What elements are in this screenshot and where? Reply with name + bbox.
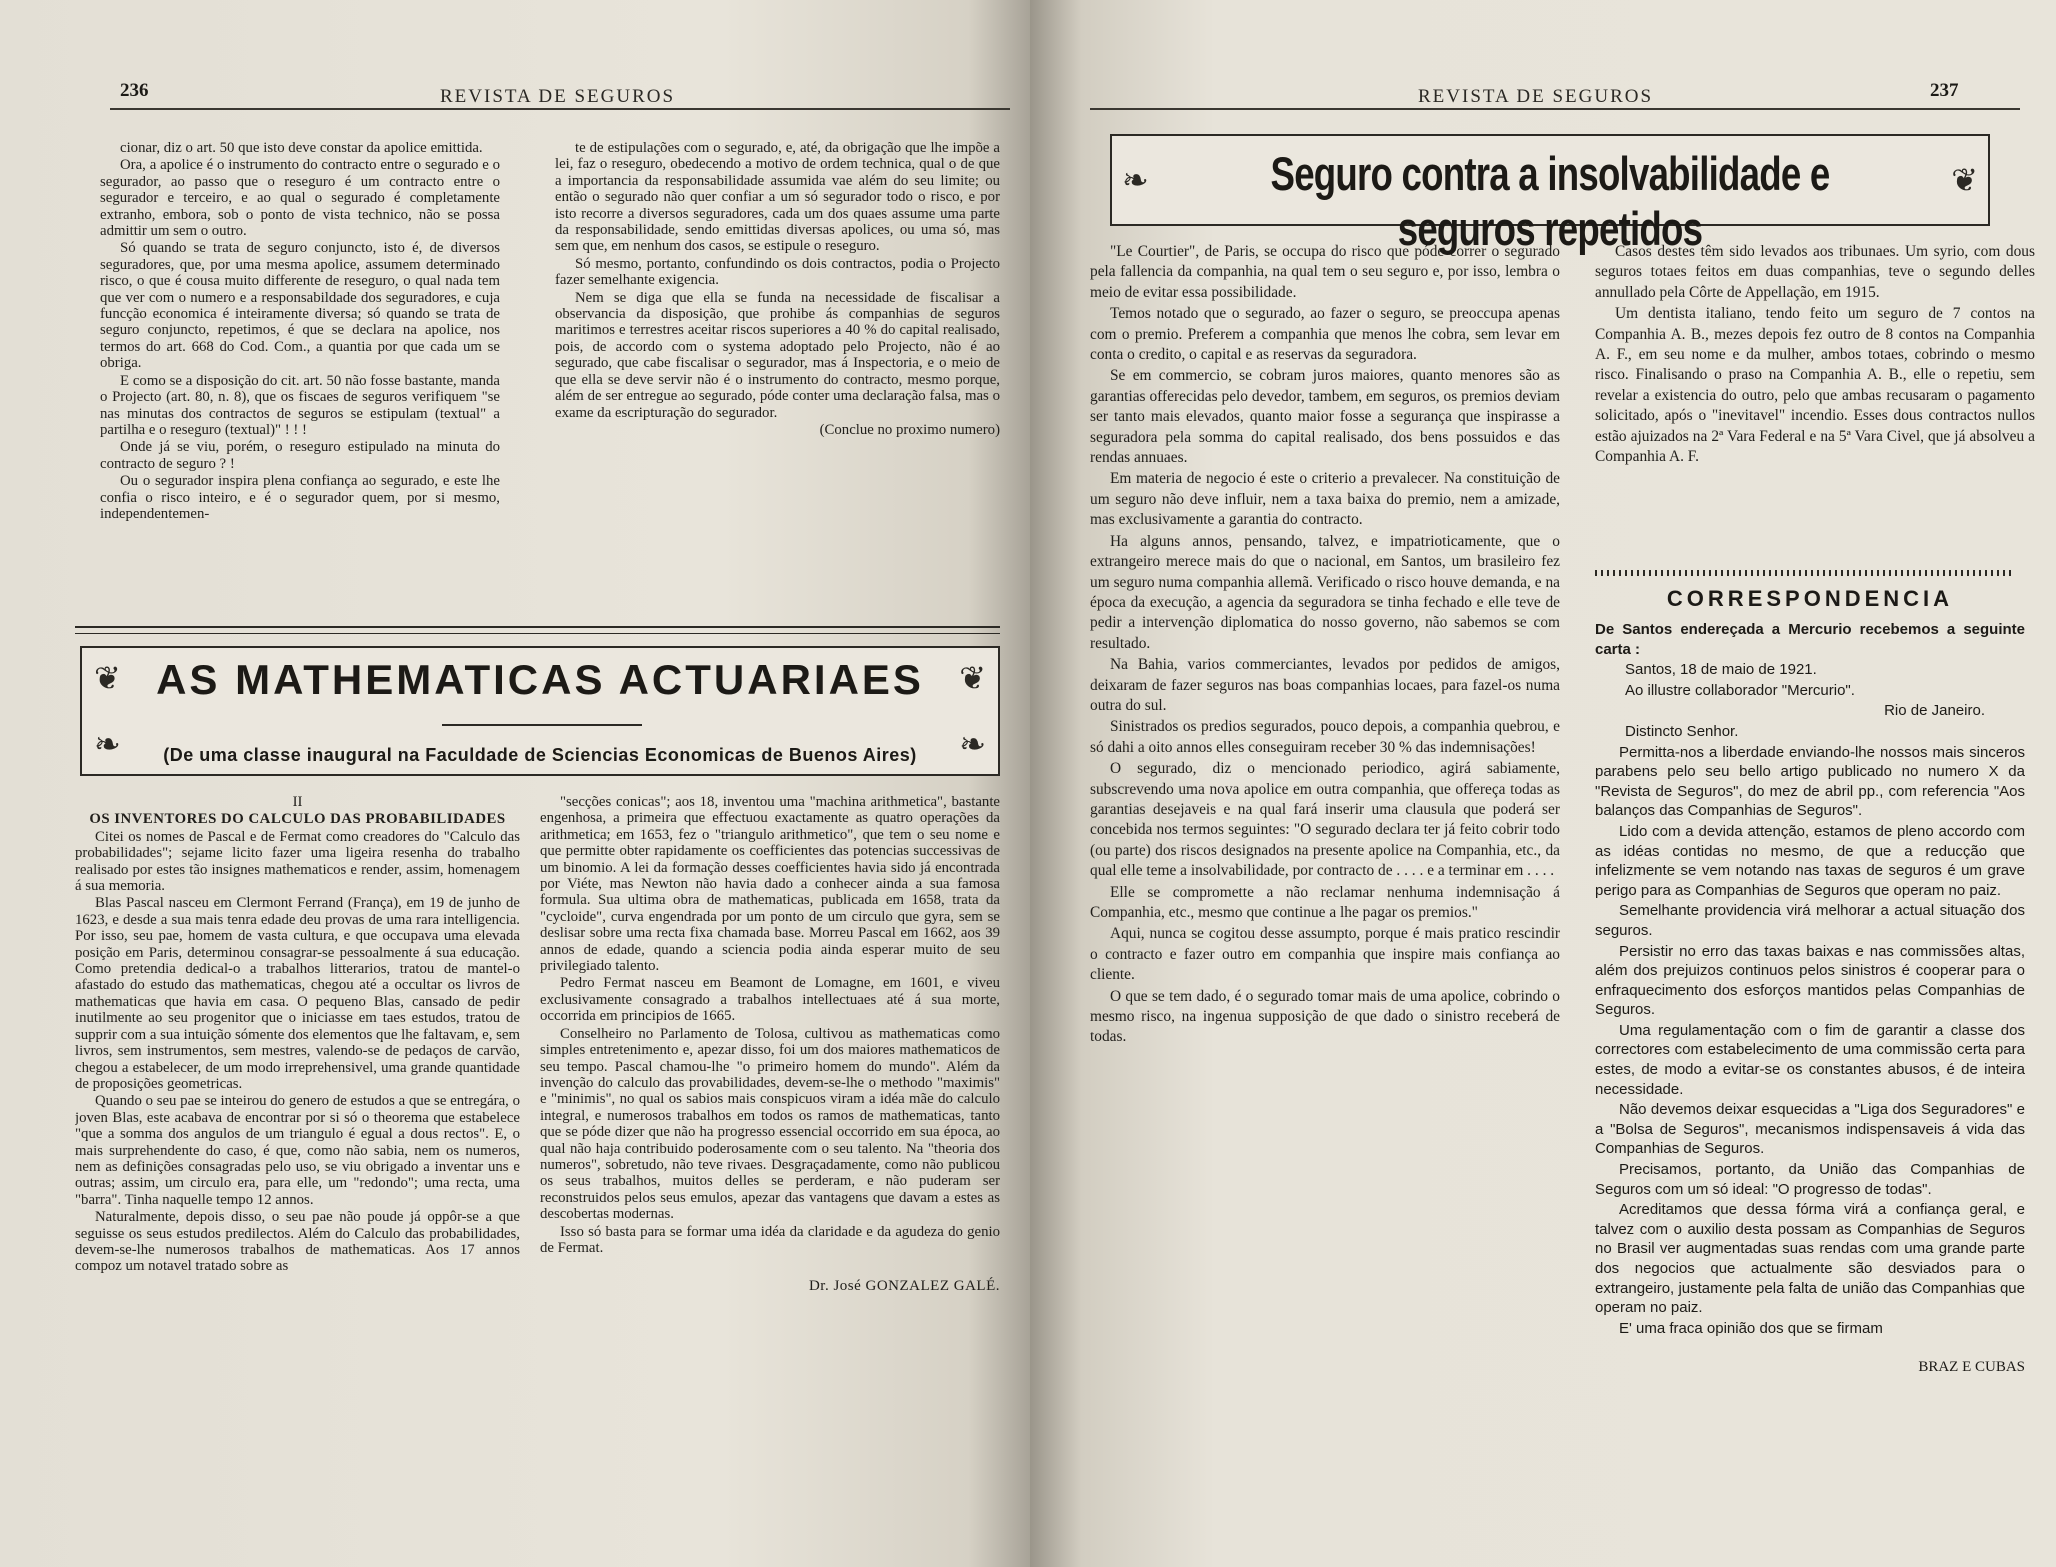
paragraph: (Conclue no proximo numero) — [819, 421, 1000, 438]
section-number: II — [292, 794, 303, 810]
paragraph: Só quando se trata de seguro conjuncto, isto é, de diversos seguradores, que, por uma mesma apolice, assumem determinado risco, o que é cousa muito differente de reseguro, o qual nada tem que ver com o numero e a responsabildade dos seguradores, e cuja funcção economica é inteiramente diversa; só quando se trata de seguro conjuncto, repetimos, é que se declara na apolice, nos termos do art. 668 do Cod. Com., a quantia por que cada um se obriga. — [100, 240, 500, 372]
paragraph: Um dentista italiano, tendo feito um seguro de 7 contos na Companhia A. B., mezes depois fez outro de 8 contos na Companhia A. F., em seu nome e da mulher, ambos totaes, cobrindo o mesmo risco. Finalisando o praso na Companhia A. B., elle o repetiu, sem revelar a existencia do outro, pelo que ambas recusaram o pagamento solicitado, após o "inevitavel" incendio. Esses dous contractos nullos estão ajuizados na 2ª Vara Federal e na 5ª Vara Civel, que já absolveu a Companhia A. F. — [1595, 305, 2035, 466]
paragraph: Semelhante providencia virá melhorar a actual situação dos seguros. — [1595, 902, 2025, 939]
math-article-banner — [80, 646, 1000, 776]
running-head: REVISTA DE SEGUROS — [1418, 86, 1654, 107]
paragraph: Blas Pascal nasceu em Clermont Ferrand (França), em 19 de junho de 1623, e desde a sua mais tenra edade deu provas de uma rara intelligencia. Por isso, seu pae, homem de vasta cultura, e que occupava uma elevada posição em Paris, determinou consagrar-se pessoalmente á sua educação. Como pretendia dedical-o a trabalhos litterarios, tratou de mantel-o afastado do estudo das mathematicas, chegou até a occultar os livros de mathematicas que havia em casa. O pequeno Blas, cansado de pedir inutilmente ao seu progenitor que o iniciasse em taes estudos, tratou de supprir com a sua intuição sómente dos elementos que lhe faltavam, e, sem livros, sem instrumentos, sem mestres, valendo-se de pedaços de carvão, chegou a estabelecer, de um modo irreprehensivel, uma grande quantidade de proposições geometricas. — [75, 895, 520, 1092]
paragraph: Isso só basta para se formar uma idéa da claridade e da agudeza do genio de Fermat. — [540, 1223, 1000, 1256]
letter-signature: BRAZ E CUBAS — [1918, 1359, 2025, 1376]
article-title: AS MATHEMATICAS ACTUARIAES — [156, 656, 924, 703]
author-signature: Dr. José GONZALEZ GALÉ. — [808, 1278, 1000, 1295]
dotted-divider — [1595, 570, 2015, 576]
article-column-continued-left — [100, 140, 500, 610]
letter-recipient: Ao illustre collaborador "Mercurio". — [1625, 681, 1855, 699]
paragraph: O segurado, diz o mencionado periodico, agirá sabiamente, subscrevendo uma nova apolice em outra companhia, que offereça todas as garantias desejaveis e na qual fará inserir uma clausula que poderá ser concebida nos termos seguintes: "O segurado declara ter já feito cobrir todo (ou parte) dos riscos designados na presente apolice na Companhia, etc., da qual elle teme a insolvabilidade, por contracto de . . . . e a terminar em . . . . — [1090, 760, 1560, 880]
ornament-icon: ❧ — [94, 725, 121, 763]
paragraph: Quando o seu pae se inteirou do genero de estudos a que se entregára, o joven Blas, este acabava de encontrar por si só o theorema que estabelece "que a somma dos angulos de um triangulo é egual a dous rectos". E, o mais surprehendente do caso, é que, como não sabia, nem os numeros, nem as definições consagradas pelo uso, se viu obrigado a inventar uns e outras; assim, um circulo era, para elle, um "redondo"; uma recta, uma "barra". Tinha naquelle tempo 12 annos. — [75, 1093, 520, 1208]
paragraph: Naturalmente, depois disso, o seu pae não poude já oppôr-se a que seguisse os seus estudos predilectos. Além do Calculo das probabilidades, devem-se-lhe numerosos trabalhos de mathematicas. Aos 17 annos compoz um notavel tratado sobre as — [75, 1209, 520, 1275]
paragraph: Não devemos deixar esquecidas a "Liga dos Seguradores" e a "Bolsa de Seguros", mecanismos indispensaveis á vida das Companhias de Seguros. — [1595, 1101, 2025, 1158]
paragraph: Elle se compromette a não reclamar nenhuma indemnisação á Companhia, etc., mesmo que continue a lhe pagar os premios." — [1090, 883, 1560, 921]
letter-date: Santos, 18 de maio de 1921. — [1625, 661, 1817, 679]
paragraph: Lido com a devida attenção, estamos de pleno accordo com as idéas contidas no mesmo, de que a reducção que infelizmente se vem notando nas taxas de seguros é um grave perigo para as Companhias de Seguros que operam no paiz. — [1595, 822, 2025, 899]
ornament-icon: ❧ — [1122, 161, 1149, 199]
paragraph: Ora, a apolice é o instrumento do contracto entre o segurado e o segurador, ao passo que o reseguro é um contracto entre o segurador e terceiro, e ao qual o segurado é completamente extranho, embora, sob o ponto de vista technico, não se possa admittir um sem o outro. — [100, 157, 500, 240]
paragraph: Só mesmo, portanto, confundindo os dois contractos, podia o Projecto fazer semelhante exigencia. — [555, 255, 1000, 289]
paragraph: te de estipulações com o segurado, e, até, da obrigação que lhe impõe a lei, faz o reseguro, obedecendo a motivo de ordem technica, qual o de que a importancia da responsabilidade assumida vae além do seu limite; ou então o segurado não quer confiar a um só segurador todo o risco, e por isto recorre a diversos seguradores, cada um dos quaes assume uma parte da responsabilidade, sendo emittidas diversas apolices, ou uma só, mas sem que, em nenhum dos casos, se estipule o reseguro. — [555, 140, 1000, 255]
ornament-icon: ❦ — [94, 659, 121, 697]
paragraph: Ha alguns annos, pensando, talvez, e impatrioticamente, que o extrangeiro merece mais do que o nacional, em Santos, um brasileiro fez um seguro numa companhia allemã. Verificado o risco houve demanda, e na época da execução, a agencia da seguradora se tinha fechado e elle teve de pedir a intervenção diplomatica do nosso governo, não sabemos se com resultado. — [1090, 532, 1560, 652]
header-rule — [1090, 108, 2020, 110]
paragraph: Aqui, nunca se cogitou desse assumpto, porque é mais pratico rescindir o contracto e fazer outro em companhia que inspire mais confiança ao cliente. — [1090, 925, 1560, 984]
paragraph: Conselheiro no Parlamento de Tolosa, cultivou as mathematicas como simples entretenimento e, apezar disso, foi um dos maiores mathematicos de seu tempo. Pascal chamou-lhe "o primeiro homem do mundo". Além da invenção do calculo das provabilidades, devem-se-lhe o methodo "maximis" e "minimis", no qual os sabios mais conspicuos viram a idéa mãe do calculo integral, e numerosos trabalhos em todos os ramos de mathematicas, tanto que se póde dizer que não ha progresso essencial occorrido em sua época, ao qual não haja contribuido poderosamente com o seu talento. Na "theoria dos numeros", sobretudo, não teve rivaes. Desgraçadamente, como não publicou os seus trabalhos, muitos delles se perderam, e não puderam ser reconstruidos pelos seus emulos, apezar das vantagens que davam a estes as descobertas modernas. — [540, 1025, 1000, 1223]
seguro-article-column-2 — [1595, 242, 2035, 562]
paragraph: cionar, diz o art. 50 que isto deve constar da apolice emittida. — [120, 140, 483, 156]
right-page — [1030, 0, 2056, 1567]
page-number: 236 — [120, 80, 149, 101]
section-heading: OS INVENTORES DO CALCULO DAS PROBABILIDADES — [89, 811, 506, 828]
letter-place: Rio de Janeiro. — [1884, 702, 1985, 720]
paragraph: Uma regulamentação com o fim de garantir a classe dos correctores com estabelecimento de uma commissão certa para estes, de modo a evitar-se os constantes abusos, é de inteira necessidade. — [1595, 1021, 2025, 1098]
paragraph: E como se a disposição do cit. art. 50 não fosse bastante, manda o Projecto (art. 80, n. 8), que os fiscaes de seguros verifiquem "se nas minutas dos contractos de seguros se estipulam (textual" a partilha e o reseguro (textual)" ! ! ! — [100, 372, 500, 438]
paragraph: Na Bahia, varios commerciantes, levados por pedidos de amigos, deixaram de fazer seguros nas boas companhias locaes, para fazel-os numa outra do sul. — [1090, 656, 1560, 714]
paragraph: Pedro Fermat nasceu em Beamont de Lomagne, em 1601, e viveu exclusivamente consagrado a trabalhos intellectuaes até á sua morte, occorrida em principios de 1665. — [540, 975, 1000, 1025]
paragraph: "secções conicas"; aos 18, inventou uma "machina arithmetica", bastante engenhosa, a primeira que effectuou exactamente as quatro operações da arithmetica; em 1653, fez o "triangulo arithmetico", que tem o seu nome e que permitte obter rapidamente os coefficientes das potencias successivas de um binomio. A lei da formação desses coefficientes havia sido já encontrada por Viéte, mas Newton não havia dado a conhecer ainda a sua famosa formula. Sua ultima obra de mathematicas, publicada em 1658, trata da "cycloide", curva engendrada por um ponto de um circulo que gyra, sem se deslisar sobre uma recta fixa chamada base. Morreu Pascal em 1662, aos 39 annos de edade, quando a sciencia podia ainda esperar muito de seu privilegiado talento. — [540, 794, 1000, 975]
math-article-column-2 — [540, 794, 1000, 1554]
paragraph: Acreditamos que dessa fórma virá a confiança geral, e talvez com o auxilio desta possam as Companhias de Seguros no Brasil ver augmentadas suas rendas com uma grande parte dos negocios que actualmente são desviados para o extrangeiro, justamente pela falta de união das Companhias que operam no paiz. — [1595, 1201, 2025, 1317]
page-number: 237 — [1930, 80, 1959, 101]
article-subtitle: (De uma classe inaugural na Faculdade de Sciencias Economicas de Buenos Aires) — [163, 745, 917, 765]
header-rule — [110, 108, 1010, 110]
paragraph: Ou o segurador inspira plena confiança ao segurado, e este lhe confia o risco inteiro, e é o segurador quem, por si mesmo, independentemen- — [100, 473, 500, 522]
seguro-article-column-1 — [1090, 242, 1560, 1462]
correspondence-title: CORRESPONDENCIA — [1666, 586, 1954, 611]
letter-intro: De Santos endereçada a Mercurio recebemos a seguinte carta : — [1595, 621, 2025, 658]
paragraph: O que se tem dado, é o segurado tomar mais de uma apolice, cobrindo o mesmo risco, na ingenua supposição de que dado o sinistro receberá de todas. — [1090, 987, 1560, 1046]
paragraph: Em materia de negocio é este o criterio a prevalecer. Na constituição de um seguro não deve influir, nem a taxa baixa do premio, nem a amizade, mas exclusivamente a garantia do contracto. — [1090, 470, 1560, 529]
article-title: Seguro contra a insolvabilidade e seguros repetidos — [1270, 147, 1830, 255]
title-underline — [442, 724, 642, 726]
paragraph: Sinistrados os predios segurados, pouco depois, a companhia quebrou, e só dahi a oito annos elles conseguiram receber 30 % das indemnisações! — [1090, 718, 1560, 756]
paragraph: Citei os nomes de Pascal e de Fermat como creadores do "Calculo das probabilidades"; sejame licito fazer uma ligeira resenha do trabalho realisado por estes tão insignes mathematicos e render, assim, homenagem á sua memoria. — [75, 828, 520, 895]
letter-salutation: Distincto Senhor. — [1625, 722, 1739, 740]
math-article-column-1 — [75, 794, 520, 1554]
section-divider — [75, 626, 1000, 634]
running-head: REVISTA DE SEGUROS — [440, 86, 676, 107]
paragraph: Precisamos, portanto, da União das Companhias de Seguros com um só ideal: "O progresso de todas". — [1595, 1161, 2025, 1198]
article-column-continued-right — [555, 140, 1000, 610]
ornament-icon: ❦ — [959, 659, 986, 697]
paragraph: "Le Courtier", de Paris, se occupa do risco que póde correr o segurado pela fallencia da companhia, na qual tem o seu seguro e, por isso, lembra o meio de evitar essa possibilidade. — [1090, 243, 1560, 301]
paragraph: Persistir no erro das taxas baixas e nas commissões altas, além dos prejuizos continuos pelos sinistros é cooperar para o enfraquecimento dos esforços mantidos pelas Companhias de Seguros. — [1595, 942, 2025, 1019]
paragraph: Nem se diga que ella se funda na necessidade de fiscalisar a observancia da disposição, que prohibe ás companhias de seguros maritimos e terrestres aceitar riscos superiores a 40 % do capital realisado, pois, de accordo com o systema adoptado pelo Projecto, não é ao segurado, que cabe fiscalisar o segurador, mas á Inspectoria, e o meio de que ella se deve servir não é o instrumento do contracto, mesmo porque, além de ser entregue ao segurado, póde conter uma declaração falsa, mas o exame da escripturação do segurador. — [555, 289, 1000, 421]
paragraph: Onde já se viu, porém, o reseguro estipulado na minuta do contracto de seguro ? ! — [100, 439, 500, 472]
seguro-article-banner — [1110, 134, 1990, 255]
paragraph: Casos destes têm sido levados aos tribunaes. Um syrio, com dous seguros totaes feitos em duas companhias, teve o segundo delles annullado pela Côrte de Appellação, em 1915. — [1595, 243, 2035, 301]
correspondence-letter — [1595, 620, 2025, 1480]
paragraph: Se em commercio, se cobram juros maiores, quanto menores são as garantias offerecidas pelo devedor, tambem, em seguros, os premios deviam ser tanto mais elevados, quanto maior fosse a segurança que inspirasse a seguradora pela somma do capital realisado, dos bens possuidos e das rendas annuaes. — [1090, 367, 1560, 467]
ornament-icon: ❦ — [1951, 161, 1978, 199]
ornament-icon: ❧ — [959, 725, 986, 763]
paragraph: Permitta-nos a liberdade enviando-lhe nossos mais sinceros parabens pelo seu bello artigo publicado no numero X da "Revista de Seguros", do mez de abril pp., com referencia "Aos balanços das Companhias de Seguros". — [1595, 743, 2025, 820]
paragraph: E' uma fraca opinião dos que se firmam — [1619, 1319, 1883, 1337]
paragraph: Temos notado que o segurado, ao fazer o seguro, se preoccupa apenas com o premio. Preferem a companhia que menos lhe cobra, sem levar em conta o credito, o capital e as reservas da seguradora. — [1090, 305, 1560, 364]
